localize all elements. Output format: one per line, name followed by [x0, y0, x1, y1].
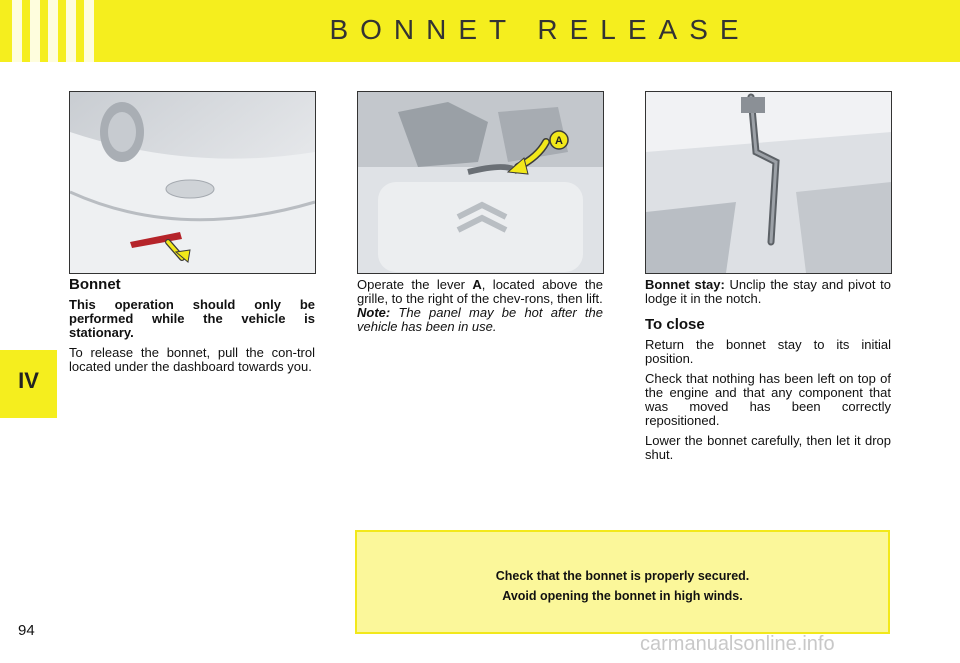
stripe [12, 0, 22, 62]
chapter-tab [0, 350, 57, 418]
close-step-1: Return the bonnet stay to its initial position. [645, 337, 891, 366]
photo-engine-lever [357, 91, 604, 274]
stripe [30, 0, 40, 62]
column-stay [645, 278, 891, 468]
lever-text-after: , located above the grille, to the right of the chev-rons, then lift. [357, 277, 603, 306]
stripe [48, 0, 58, 62]
close-step-2: Check that nothing has been left on top of the engine and that any component that was moved has been correctly repositioned. [645, 371, 891, 428]
safety-warning-box [355, 530, 890, 634]
page-title: BONNET RELEASE [329, 14, 751, 45]
stay-label: Bonnet stay: [645, 277, 725, 292]
column-lever [357, 278, 603, 340]
heat-note [357, 306, 603, 334]
lever-text-before: Operate the lever [357, 277, 473, 292]
photo-bonnet-stay [645, 91, 892, 274]
page-header [0, 0, 960, 62]
bonnet-stay-illustration [646, 92, 891, 273]
note-text: The panel may be hot after the vehicle has been in use. [357, 305, 603, 334]
footer-watermark: carmanualsonline.info [640, 633, 835, 655]
stay-instructions [645, 278, 891, 306]
callout-a-label: A [555, 135, 563, 147]
section-heading-to-close: To close [645, 316, 705, 333]
stripe [84, 0, 94, 62]
header-stripes [12, 0, 94, 62]
close-step-3: Lower the bonnet carefully, then let it drop shut. [645, 433, 891, 462]
note-label: Note: [357, 305, 391, 320]
release-instructions: To release the bonnet, pull the con-trol located under the dashboard towards you. [69, 345, 315, 374]
photo-dashboard-release [69, 91, 316, 274]
engine-bay-illustration [358, 92, 603, 273]
warning-line-1: Check that the bonnet is properly secured. [495, 569, 750, 583]
lever-label: A [472, 277, 482, 292]
stripe [66, 0, 76, 62]
stationary-warning: This operation should only be performed while the vehicle is stationary. [69, 297, 315, 340]
column-bonnet [69, 278, 315, 380]
chapter-tab-label: IV [18, 368, 39, 393]
dashboard-illustration [70, 92, 315, 273]
lever-instructions [357, 278, 603, 306]
section-heading-bonnet: Bonnet [69, 276, 121, 293]
page-number: 94 [18, 622, 35, 639]
stay-text: Unclip the stay and pivot to lodge it in the notch. [645, 277, 891, 306]
warning-line-2: Avoid opening the bonnet in high winds. [502, 589, 743, 603]
